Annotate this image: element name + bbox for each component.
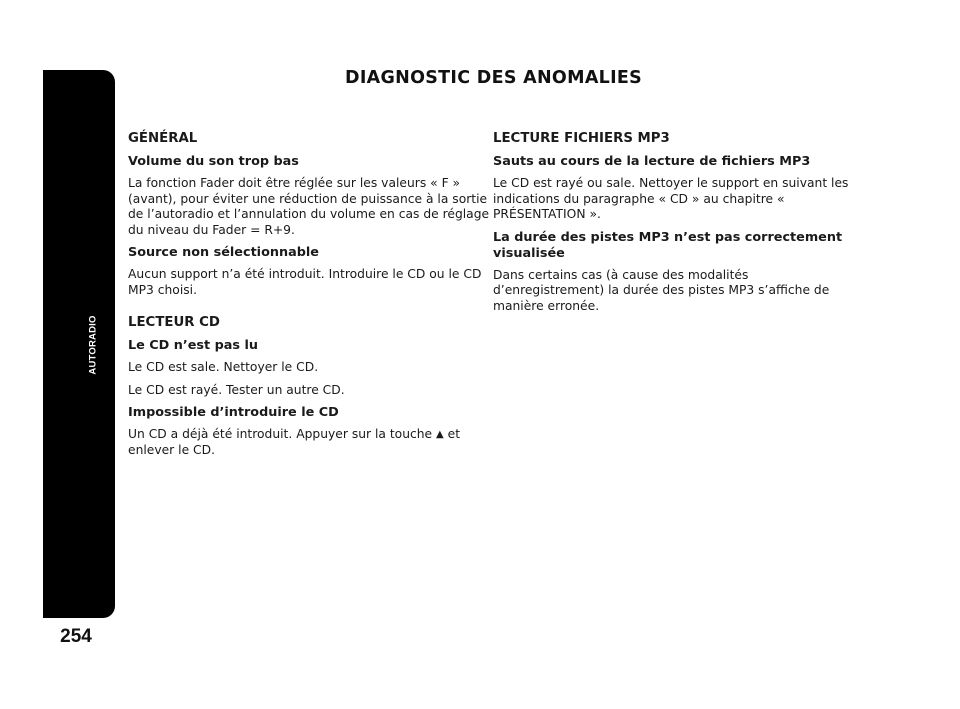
section-heading-cd: LECTEUR CD (128, 315, 220, 330)
issue-text-cd-scratched: Le CD est rayé. Tester un autre CD. (128, 382, 345, 397)
issue-text-mp3-duration: Dans certains cas (à cause des modalités d’enregistrement) la durée des pistes MP3 s’affiche de manière erronée. (493, 267, 830, 313)
left-column (128, 130, 490, 465)
issue-text-cd-insert (128, 427, 490, 458)
eject-icon: ▲ (436, 429, 444, 440)
issue-title-source: Source non sélectionnable (128, 245, 319, 260)
issue-text-cd-insert-b: et enlever le CD. (128, 427, 461, 457)
issue-title-volume: Volume du son trop bas (128, 154, 299, 169)
issue-text-mp3-skip: Le CD est rayé ou sale. Nettoyer le support en suivant les indications du paragraphe « CD » au chapitre « PRÉSENTATION ». (493, 176, 849, 221)
section-heading-mp3: LECTURE FICHIERS MP3 (493, 131, 670, 146)
issue-title-cd-not-read: Le CD n’est pas lu (128, 338, 258, 353)
issue-text-source: Aucun support n’a été introduit. Introduire le CD ou le CD MP3 choisi. (128, 267, 482, 297)
issue-title-cd-insert: Impossible d’introduire le CD (128, 405, 339, 420)
section-heading-general: GÉNÉRAL (128, 131, 198, 146)
right-column (493, 130, 855, 321)
issue-text-cd-insert-a: Un CD a déjà été introduit. Appuyer sur la touche (128, 427, 437, 441)
issue-text-cd-dirty: Le CD est sale. Nettoyer le CD. (128, 360, 319, 374)
sidebar-label: AUTORADIO (87, 315, 99, 375)
sidebar-tab (43, 70, 115, 618)
issue-title-mp3-duration: La durée des pistes MP3 n’est pas correctement visualisée (493, 229, 843, 261)
issue-title-mp3-skip: Sauts au cours de la lecture de fichiers MP3 (493, 154, 811, 169)
page-title: DIAGNOSTIC DES ANOMALIES (345, 68, 643, 88)
issue-text-volume: La fonction Fader doit être réglée sur les valeurs « F » (avant), pour éviter une réduction de puissance à la sortie de l’autoradio et l’annulation du volume en cas de réglage du niveau du Fader = R+9. (128, 176, 490, 237)
page-number: 254 (60, 626, 92, 647)
